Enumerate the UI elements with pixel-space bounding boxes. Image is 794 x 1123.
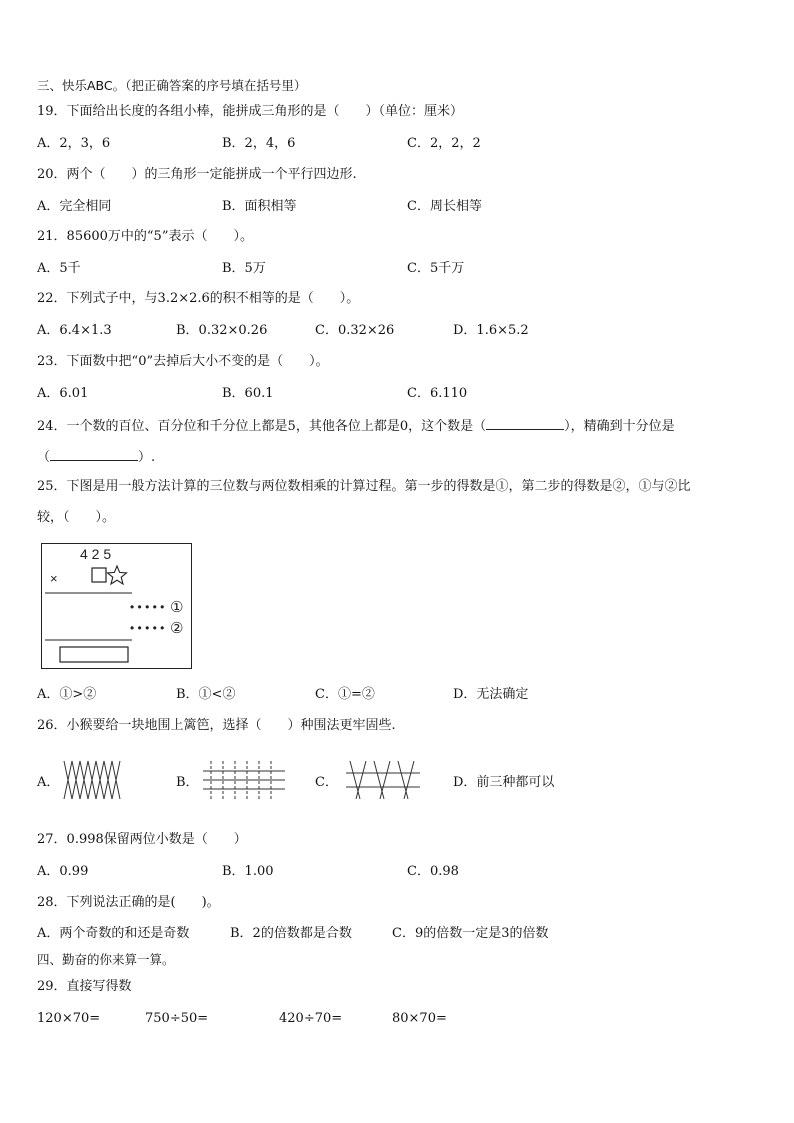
q26-option-b[interactable]: B． (176, 775, 199, 790)
q22-option-a[interactable]: A．6.4×1.3 (37, 323, 112, 338)
result-box (60, 647, 128, 662)
question-22: 22．下列式子中，与3.2×2.6的积不相等的是（ ）。 (37, 291, 360, 306)
q26-option-c[interactable]: C． (315, 775, 338, 790)
star-placeholder (108, 566, 127, 584)
q26-option-a[interactable]: A． (37, 775, 60, 790)
q24-answer-blank-2[interactable] (50, 448, 138, 461)
question-20: 20．两个（ ）的三角形一定能拼成一个平行四边形. (37, 167, 357, 182)
question-19: 19．下面给出长度的各组小棒，能拼成三角形的是（ ）（单位：厘米） (37, 104, 464, 119)
q23-option-a[interactable]: A．6.01 (37, 386, 89, 401)
q24-paren-open: （ (37, 450, 51, 465)
q26-option-d[interactable]: D．前三种都可以 (453, 775, 555, 790)
question-25: 25．下图是用一般方法计算的三位数与两位数相乘的计算过程。第一步的得数是①，第二步的得数是②，①与②比 (37, 479, 691, 494)
question-21: 21．85600万中的“5”表示（ ）。 (37, 229, 253, 244)
q22-option-d[interactable]: D．1.6×5.2 (453, 323, 529, 338)
q29-item-3[interactable]: 420÷70= (279, 1011, 343, 1026)
circle-mark-1: ① (170, 599, 184, 616)
q24-stem-part2: ），精确到十分位是 (564, 419, 675, 434)
q25-option-c[interactable]: C．①=② (315, 687, 375, 702)
fence-grid-pattern (201, 759, 287, 801)
question-24 (37, 417, 675, 435)
q21-option-b[interactable]: B．5万 (222, 261, 266, 276)
q24-answer-blank-1[interactable] (486, 417, 564, 430)
fence-cross-pattern (62, 759, 124, 801)
q29-item-2[interactable]: 750÷50= (145, 1011, 209, 1026)
question-28: 28．下列说法正确的是( )。 (37, 895, 220, 910)
q19-option-a[interactable]: A．2，3，6 (37, 136, 111, 151)
q27-option-a[interactable]: A．0.99 (37, 864, 89, 879)
q21-option-c[interactable]: C．5千万 (407, 261, 465, 276)
q25-option-d[interactable]: D．无法确定 (453, 687, 529, 702)
q19-option-b[interactable]: B．2，4，6 (222, 136, 296, 151)
question-24-cont (37, 448, 155, 466)
times-sign: × (50, 571, 58, 586)
question-29: 29．直接写得数 (37, 979, 132, 994)
q23-option-c[interactable]: C．6.110 (407, 386, 468, 401)
fence-diagonal-pattern (344, 759, 422, 801)
multiplicand-digits: 4 2 5 (80, 546, 112, 562)
q20-option-b[interactable]: B．面积相等 (222, 199, 297, 214)
q24-stem-part1: 24．一个数的百位、百分位和千分位上都是5，其他各位上都是0，这个数是（ (37, 419, 487, 434)
q25-option-b[interactable]: B．①<② (176, 687, 236, 702)
q27-option-b[interactable]: B．1.00 (222, 864, 274, 879)
section-title-4: 四、勤奋的你来算一算。 (37, 952, 175, 967)
q27-option-c[interactable]: C．0.98 (407, 864, 459, 879)
q29-item-1[interactable]: 120×70= (37, 1011, 101, 1026)
q28-option-b[interactable]: B．2的倍数都是合数 (230, 926, 352, 941)
question-23: 23．下面数中把“0”去掉后大小不变的是（ ）。 (37, 354, 329, 369)
q28-option-c[interactable]: C．9的倍数一定是3的倍数 (392, 926, 549, 941)
q29-item-4[interactable]: 80×70= (392, 1011, 447, 1026)
q22-option-c[interactable]: C．0.32×26 (315, 323, 395, 338)
section-title: 三、快乐ABC。（把正确答案的序号填在括号里） (37, 78, 307, 93)
q20-option-c[interactable]: C．周长相等 (407, 199, 482, 214)
figure-frame (42, 544, 192, 669)
multiplication-figure (41, 543, 193, 670)
q22-option-b[interactable]: B．0.32×0.26 (176, 323, 268, 338)
q25-option-a[interactable]: A．①>② (37, 687, 97, 702)
q28-option-a[interactable]: A．两个奇数的和还是奇数 (37, 926, 190, 941)
q21-option-a[interactable]: A．5千 (37, 261, 81, 276)
dots-1: • • • • • (130, 600, 165, 614)
q23-option-b[interactable]: B．60.1 (222, 386, 274, 401)
square-placeholder (92, 568, 106, 582)
question-27: 27．0.998保留两位小数是（ ） (37, 832, 247, 847)
question-26: 26．小猴要给一块地围上篱笆，选择（ ）种围法更牢固些. (37, 718, 396, 733)
question-25-cont: 较，（ ）。 (37, 510, 116, 525)
q24-paren-close: ）. (138, 450, 156, 465)
q20-option-a[interactable]: A．完全相同 (37, 199, 112, 214)
circle-mark-2: ② (170, 620, 184, 637)
q19-option-c[interactable]: C．2，2，2 (407, 136, 481, 151)
dots-2: • • • • • (130, 621, 165, 635)
